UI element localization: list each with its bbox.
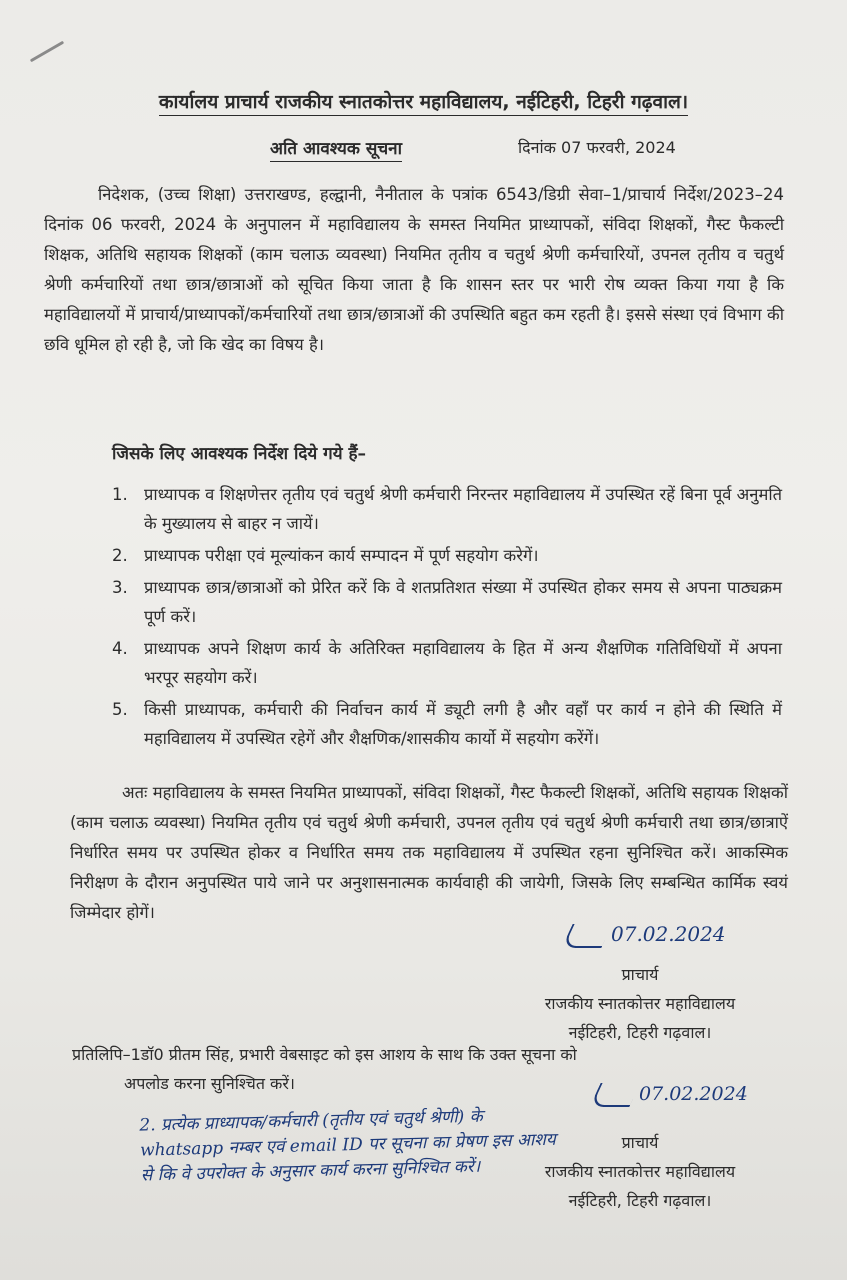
signature-scribble [561,924,612,948]
conclusion-paragraph: अतः महाविद्यालय के समस्त नियमित प्राध्यापकों, संविदा शिक्षकों, गैस्ट फैकल्टी शिक्षकों, अतिथि सहायक शिक्षकों (काम चलाऊ व्यवस्था) नियमित तृतीय एवं चतुर्थ श्रेणी कर्मचारी, उपनल तृतीय एवं चतुर्थ श्रेणी कर्मचारी तथा छात्र/छात्राऐं निर्धारित समय पर उपस्थित होकर व निर्धारित समय तक महाविद्यालय में उपस्थित रहना सुनिश्चित करें। आकस्मिक निरीक्षण के दौरान अनुपस्थित पाये जाने पर अनुशासनात्मक कार्यवाही की जायेगी, जिसके लिए सम्बन्धित कार्मिक स्वयं जिम्मेदार होगें। [70,783,788,922]
pin-mark [30,41,64,63]
instructions-list [112,480,782,753]
signature-block-1 [510,960,770,1047]
handwritten-signature-1 [567,922,726,948]
instruction-text: प्राध्यापक व शिक्षणेत्तर तृतीय एवं चतुर्थ श्रेणी कर्मचारी निरन्तर महाविद्यालय में उपस्थित रहें बिना पूर्व अनुमति के मुख्यालय से बाहर न जायें। [144,485,782,533]
copy-to-line-2: अपलोड करना सुनिश्चित करें। [124,1074,295,1093]
notice-date: दिनांक 07 फरवरी, 2024 [518,138,676,157]
instruction-item [112,695,782,753]
notice-title [270,136,402,159]
signature-scribble [589,1083,640,1107]
intro-paragraph: निदेशक, (उच्च शिक्षा) उत्तराखण्ड, हल्द्वानी, नैनीताल के पत्रांक 6543/डिग्री सेवा–1/प्राचार्य निर्देश/2023–24 दिनांक 06 फरवरी, 2024 के अनुपालन में महाविद्यालय के समस्त नियमित प्राध्यापकों, संविदा शिक्षकों, गैस्ट फैकल्टी शिक्षक, अतिथि सहायक शिक्षकों (काम चलाऊ व्यवस्था) नियमित तृतीय व चतुर्थ श्रेणी कर्मचारियों, उपनल तृतीय व चतुर्थ श्रेणी कर्मचारियों तथा छात्र/छात्राओं को सूचित किया जाता है कि शासन स्तर पर भारी रोष व्यक्त किया गया है कि महाविद्यालयों में प्राचार्य/प्राध्यापकों/कर्मचारियों तथा छात्र/छात्राओं की उपस्थिति बहुत कम रहती है। इससे संस्था एवं विभाग की छवि धूमिल हो रही है, जो कि खेद का विषय है। [44,185,784,354]
signature-block-2 [510,1128,770,1215]
instruction-number: 3. [112,578,128,597]
handwritten-note: 2. प्रत्येक प्राध्यापक/कर्मचारी (तृतीय एवं चतुर्थ श्रेणी) के whatsapp नम्बर एवं email ID पर सूचना का प्रेषण इस आशय से कि वे उपरोक्त के अनुसार कार्य करना सुनिश्चित करें। [139,1106,556,1186]
signatory-institution: राजकीय स्नातकोत्तर महाविद्यालय [544,994,736,1013]
instruction-item [112,541,782,570]
signatory-place: नईटिहरी, टिहरी गढ़वाल। [568,1023,712,1042]
instruction-text: किसी प्राध्यापक, कर्मचारी की निर्वाचन कार्य में ड्यूटी लगी है और वहाँ पर कार्य न होने की स्थिति में महाविद्यालय में उपस्थित रहेगें और शैक्षणिक/शासकीय कार्यो में सहयोग करेंगें। [144,700,782,748]
signatory-designation: प्राचार्य [621,1133,659,1152]
office-header [0,88,847,114]
instruction-item [112,480,782,538]
notice-title-text: अति आवश्यक सूचना [270,139,402,162]
signatory-designation: प्राचार्य [621,965,659,984]
instruction-number: 2. [112,546,128,565]
signatory-institution: राजकीय स्नातकोत्तर महाविद्यालय [544,1162,736,1181]
instruction-text: प्राध्यापक अपने शिक्षण कार्य के अतिरिक्त महाविद्यालय के हित में अन्य शैक्षणिक गतिविधियों में अपना भरपूर सहयोग करें। [144,639,782,687]
instruction-number: 1. [112,485,128,504]
office-header-text: कार्यालय प्राचार्य राजकीय स्नातकोत्तर महाविद्यालय, नईटिहरी, टिहरी गढ़वाल। [159,91,688,116]
instruction-item [112,634,782,692]
signature-date: 07.02.2024 [639,1083,748,1105]
handwritten-signature-2 [595,1083,748,1107]
signatory-place: नईटिहरी, टिहरी गढ़वाल। [568,1191,712,1210]
copy-to-line-1: प्रतिलिपि–1डॉ0 प्रीतम सिंह, प्रभारी वेबसाइट को इस आशय के साथ कि उक्त सूचना को [72,1045,577,1064]
instructions-heading: जिसके लिए आवश्यक निर्देश दिये गये हैं– [112,444,367,464]
instruction-number: 4. [112,639,128,658]
instruction-item [112,573,782,631]
instruction-text: प्राध्यापक परीक्षा एवं मूल्यांकन कार्य सम्पादन में पूर्ण सहयोग करेगें। [144,546,539,565]
instruction-number: 5. [112,700,128,719]
instruction-text: प्राध्यापक छात्र/छात्राओं को प्रेरित करें कि वे शतप्रतिशत संख्या में उपस्थित होकर समय से अपना पाठ्यक्रम पूर्ण करें। [144,578,782,626]
signature-date: 07.02.2024 [611,922,726,946]
